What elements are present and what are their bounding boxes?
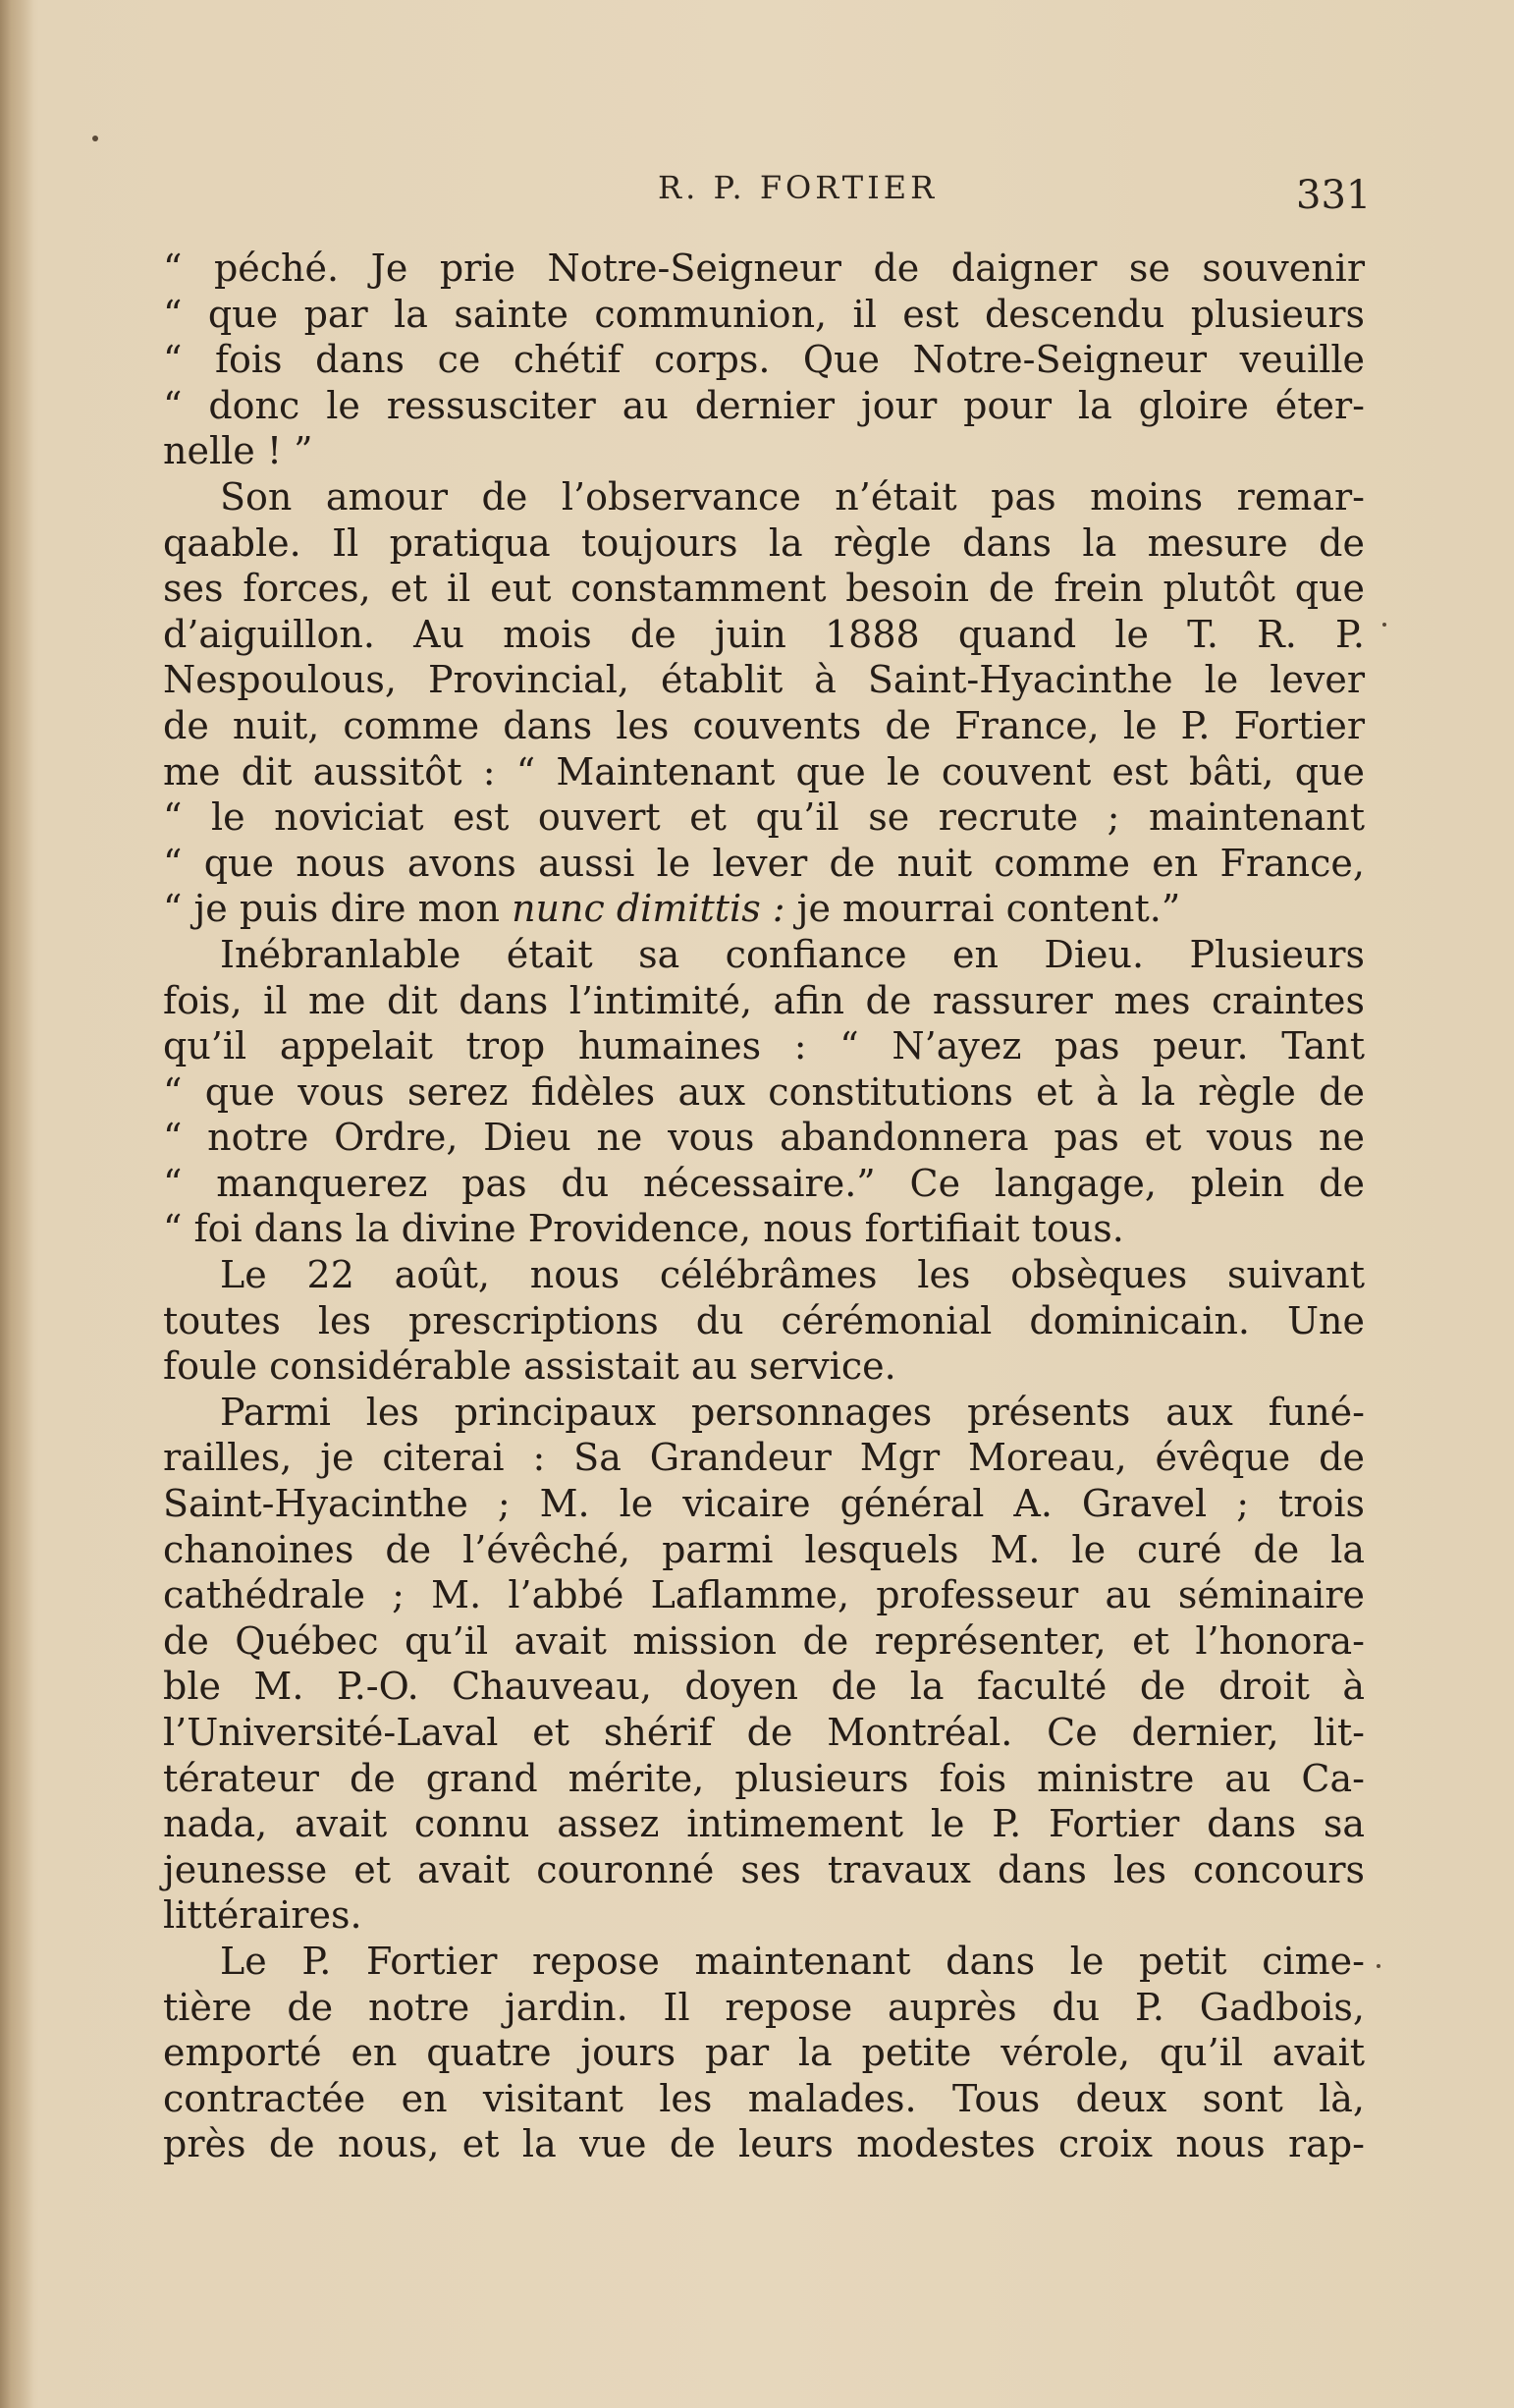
italic-phrase: nunc dimittis : xyxy=(512,887,785,931)
text-line: qu’il appelait trop humaines : “ N’ayez pas peur. Tant xyxy=(163,1024,1365,1068)
text-line: l’Université-Laval et shérif de Montréal. Ce dernier, lit- xyxy=(163,1711,1365,1754)
text-line: près de nous, et la vue de leurs modestes croix nous rap- xyxy=(163,2122,1365,2166)
text-line: railles, je citerai : Sa Grandeur Mgr Moreau, évêque de xyxy=(163,1436,1365,1480)
text-line: tière de notre jardin. Il repose auprès du P. Gadbois, xyxy=(163,1985,1365,2029)
text-line: me dit aussitôt : “ Maintenant que le couvent est bâti, que xyxy=(163,749,1365,794)
text-line: foule considérable assistait au service. xyxy=(163,1344,896,1389)
text-line: jeunesse et avait couronné ses travaux dans les concours xyxy=(163,1847,1365,1891)
text-line: “ que par la sainte communion, il est descendu plusieurs xyxy=(163,292,1365,336)
text-line: qaable. Il pratiqua toujours la règle dans la mesure de xyxy=(163,520,1365,565)
text-line: d’aiguillon. Au mois de juin 1888 quand le T. R. P. xyxy=(163,612,1365,656)
text-line: Son amour de l’observance n’était pas moins remar- xyxy=(220,474,1365,519)
text-line: fois, il me dit dans l’intimité, afin de rassurer mes craintes xyxy=(163,978,1365,1022)
text-line: cathédrale ; M. l’abbé Laflamme, professeur au séminaire xyxy=(163,1573,1365,1617)
text-line: térateur de grand mérite, plusieurs fois ministre au Ca- xyxy=(163,1756,1365,1800)
text-line: littéraires. xyxy=(163,1893,362,1938)
text-line: chanoines de l’évêché, parmi lesquels M. le curé de la xyxy=(163,1527,1365,1571)
text-line: toutes les prescriptions du cérémonial dominicain. Une xyxy=(163,1298,1365,1342)
body-text xyxy=(163,246,1365,2167)
page-number: 331 xyxy=(1296,173,1372,218)
text-line: “ fois dans ce chétif corps. Que Notre-Seigneur veuille xyxy=(163,338,1365,382)
text-line: nada, avait connu assez intimement le P. Fortier dans sa xyxy=(163,1802,1365,1846)
text-line: “ que nous avons aussi le lever de nuit comme en France, xyxy=(163,841,1365,885)
text-line: Parmi les principaux personnages présents aux funé- xyxy=(220,1390,1365,1434)
page-binding-edge xyxy=(0,0,33,2408)
text-line: “ notre Ordre, Dieu ne vous abandonnera pas et vous ne xyxy=(163,1116,1365,1160)
text-line: “ péché. Je prie Notre-Seigneur de daigner se souvenir xyxy=(163,246,1365,290)
text-line: Inébranlable était sa confiance en Dieu. Plusieurs xyxy=(220,932,1365,976)
text-line: contractée en visitant les malades. Tous deux sont là, xyxy=(163,2076,1365,2120)
text-line: “ que vous serez fidèles aux constitutions et à la règle de xyxy=(163,1069,1365,1114)
ink-speck xyxy=(1382,623,1386,627)
text-line: Nespoulous, Provincial, établit à Saint-Hyacinthe le lever xyxy=(163,658,1365,702)
text-line: ses forces, et il eut constamment besoin de frein plutôt que xyxy=(163,567,1365,611)
text-line: “ donc le ressusciter au dernier jour pour la gloire éter- xyxy=(163,383,1365,427)
text-line: de nuit, comme dans les couvents de France, le P. Fortier xyxy=(163,703,1365,747)
text-line: emporté en quatre jours par la petite vérole, qu’il avait xyxy=(163,2031,1365,2075)
text-line: ble M. P.-O. Chauveau, doyen de la faculté de droit à xyxy=(163,1665,1365,1709)
running-head: R. P. FORTIER xyxy=(658,169,939,206)
text-segment: “ je puis dire mon xyxy=(163,887,513,931)
text-line: nelle ! ” xyxy=(163,429,313,473)
text-line: “ le noviciat est ouvert et qu’il se recrute ; maintenant xyxy=(163,795,1365,840)
text-line: Le 22 août, nous célébrâmes les obsèques suivant xyxy=(220,1253,1365,1297)
text-line: Saint-Hyacinthe ; M. le vicaire général A. Gravel ; trois xyxy=(163,1482,1365,1526)
text-line xyxy=(163,886,1365,932)
text-line: “ foi dans la divine Providence, nous fortifiait tous. xyxy=(163,1207,1124,1251)
ink-speck xyxy=(1377,1964,1380,1968)
text-line: “ manquerez pas du nécessaire.” Ce langage, plein de xyxy=(163,1161,1365,1205)
text-segment: je mourrai content.” xyxy=(784,887,1181,931)
text-line: de Québec qu’il avait mission de représenter, et l’honora- xyxy=(163,1618,1365,1663)
text-line: Le P. Fortier repose maintenant dans le petit cime- xyxy=(220,1939,1365,1983)
ink-speck xyxy=(92,136,98,141)
